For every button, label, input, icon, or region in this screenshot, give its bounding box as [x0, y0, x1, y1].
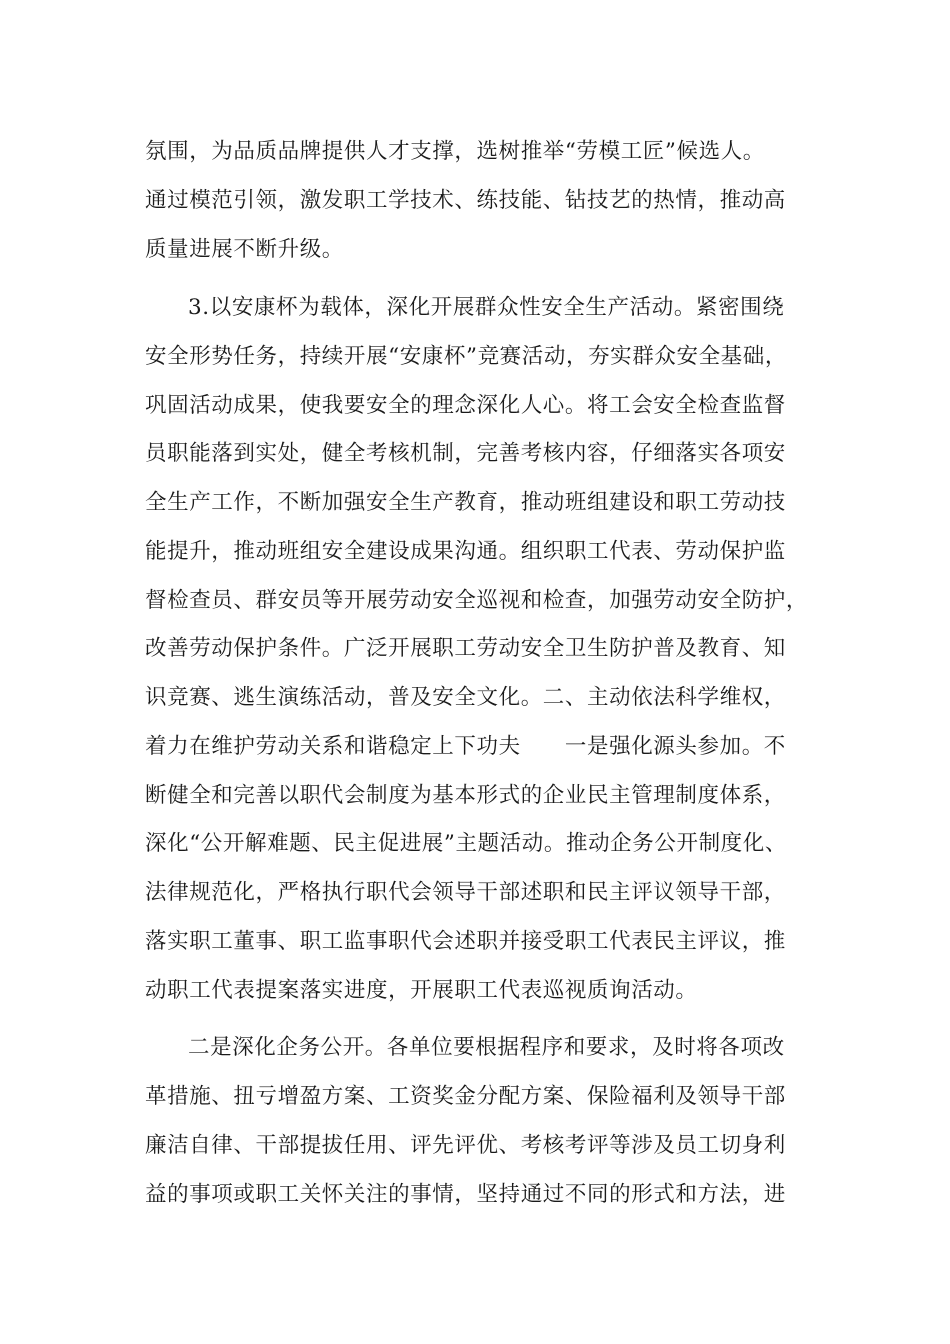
- text-line: 通过模范引领，激发职工学技术、练技能、钻技艺的热情，推动高: [145, 188, 786, 213]
- text-line: 识竞赛、逃生演练活动，普及安全文化。二、主动依法科学维权，: [145, 685, 786, 710]
- text-line: 革措施、扭亏增盈方案、工资奖金分配方案、保险福利及领导干部: [145, 1084, 786, 1109]
- text-line: 员职能落到实处，健全考核机制，完善考核内容，仔细落实各项安: [145, 441, 786, 466]
- text-line: 着力在维护劳动关系和谐稳定上下功夫 一是强化源头参加。不: [145, 734, 786, 759]
- text-line: 能提升，推动班组安全建设成果沟通。组织职工代表、劳动保护监: [145, 539, 786, 564]
- text-line: 益的事项或职工关怀关注的事情，坚持通过不同的形式和方法，进: [145, 1182, 786, 1207]
- text-line: 廉洁自律、干部提拔任用、评先评优、考核考评等涉及员工切身利: [145, 1133, 786, 1158]
- text-line: 改善劳动保护条件。广泛开展职工劳动安全卫生防护普及教育、知: [145, 636, 786, 661]
- text-line: 断健全和完善以职代会制度为基本形式的企业民主管理制度体系，: [145, 783, 786, 808]
- paragraph-start-line: 3.以安康杯为载体，深化开展群众性安全生产活动。紧密围绕: [188, 295, 785, 320]
- text-line: 法律规范化，严格执行职代会领导干部述职和民主评议领导干部，: [145, 880, 786, 905]
- text-line: 督检查员、群安员等开展劳动安全巡视和检查，加强劳动安全防护，: [145, 588, 809, 613]
- text-line: 全生产工作，不断加强安全生产教育，推动班组建设和职工劳动技: [145, 490, 786, 515]
- text-line: 安全形势任务，持续开展“安康杯”竞赛活动，夯实群众安全基础，: [145, 344, 787, 369]
- text-line: 氛围，为品质品牌提供人才支撑，选树推举“劳模工匠”候选人。: [145, 139, 765, 164]
- text-line: 动职工代表提案落实进度，开展职工代表巡视质询活动。: [145, 978, 698, 1003]
- text-line: 巩固活动成果，使我要安全的理念深化人心。将工会安全检查监督: [145, 393, 786, 418]
- text-line: 质量进展不断升级。: [145, 237, 344, 262]
- text-line: 深化“公开解难题、民主促进展”主题活动。推动企务公开制度化、: [145, 831, 787, 856]
- text-line: 落实职工董事、职工监事职代会述职并接受职工代表民主评议，推: [145, 929, 786, 954]
- paragraph-start-line: 二是深化企务公开。各单位要根据程序和要求，及时将各项改: [188, 1035, 785, 1060]
